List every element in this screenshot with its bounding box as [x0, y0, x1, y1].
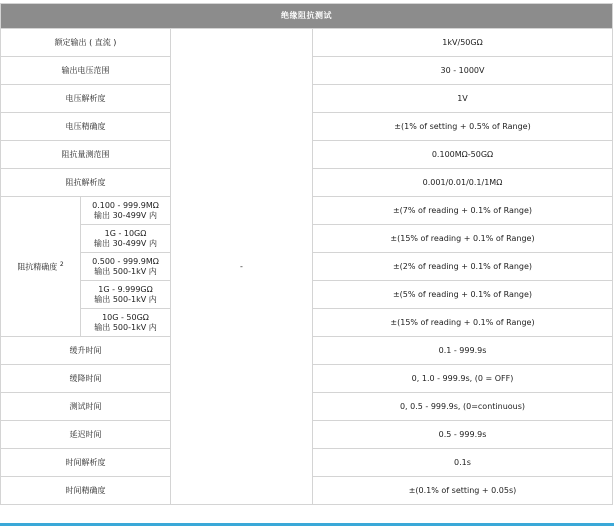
output-text: 输出 500-1kV 内 [94, 266, 157, 276]
output-text: 输出 500-1kV 内 [94, 294, 157, 304]
row-value: 1kV/50GΩ [313, 29, 613, 57]
row-label: 延迟时间 [1, 421, 171, 449]
range-text: 10G - 50GΩ [102, 312, 149, 322]
accuracy-group-text: 阻抗精确度 [17, 262, 58, 272]
bottom-accent-rule [0, 523, 614, 526]
output-text: 输出 30-499V 内 [94, 238, 157, 248]
accuracy-range [81, 253, 171, 281]
row-value: ±(0.1% of setting + 0.05s) [313, 477, 613, 505]
row-label: 测试时间 [1, 393, 171, 421]
row-value: 30 - 1000V [313, 57, 613, 85]
row-value: 0.1 - 999.9s [313, 337, 613, 365]
row-label: 时间解析度 [1, 449, 171, 477]
row-label: 电压精确度 [1, 113, 171, 141]
row-label: 阻抗解析度 [1, 169, 171, 197]
accuracy-range [81, 225, 171, 253]
table-header-row [1, 4, 613, 29]
range-text: 0.100 - 999.9MΩ [92, 200, 159, 210]
table-title: 绝缘阻抗测试 [1, 4, 613, 29]
row-label: 缓降时间 [1, 365, 171, 393]
output-text: 输出 30-499V 内 [94, 210, 157, 220]
spec-table [0, 3, 613, 505]
row-value: ±(15% of reading + 0.1% of Range) [313, 309, 613, 337]
row-value: ±(7% of reading + 0.1% of Range) [313, 197, 613, 225]
accuracy-range [81, 281, 171, 309]
row-label: 电压解析度 [1, 85, 171, 113]
table-row [1, 29, 613, 57]
row-label: 时间精确度 [1, 477, 171, 505]
row-value: ±(2% of reading + 0.1% of Range) [313, 253, 613, 281]
row-label: 缓升时间 [1, 337, 171, 365]
accuracy-group-label [1, 197, 81, 337]
range-text: 0.500 - 999.9MΩ [92, 256, 159, 266]
empty-middle-column: - [171, 29, 313, 505]
footnote-marker: 2 [59, 261, 64, 269]
range-text: 1G - 9.999GΩ [98, 284, 153, 294]
row-value: 0, 0.5 - 999.9s, (0=continuous) [313, 393, 613, 421]
row-value: 0, 1.0 - 999.9s, (0 = OFF) [313, 365, 613, 393]
row-value: 1V [313, 85, 613, 113]
row-value: 0.1s [313, 449, 613, 477]
row-value: ±(1% of setting + 0.5% of Range) [313, 113, 613, 141]
row-label: 阻抗量测范围 [1, 141, 171, 169]
row-value: ±(5% of reading + 0.1% of Range) [313, 281, 613, 309]
row-value: 0.5 - 999.9s [313, 421, 613, 449]
range-text: 1G - 10GΩ [104, 228, 147, 238]
accuracy-range [81, 197, 171, 225]
accuracy-range [81, 309, 171, 337]
row-label: 输出电压范围 [1, 57, 171, 85]
row-value: 0.100MΩ-50GΩ [313, 141, 613, 169]
row-value: 0.001/0.01/0.1/1MΩ [313, 169, 613, 197]
output-text: 输出 500-1kV 内 [94, 322, 157, 332]
row-label: 额定输出 ( 直流 ) [1, 29, 171, 57]
row-value: ±(15% of reading + 0.1% of Range) [313, 225, 613, 253]
